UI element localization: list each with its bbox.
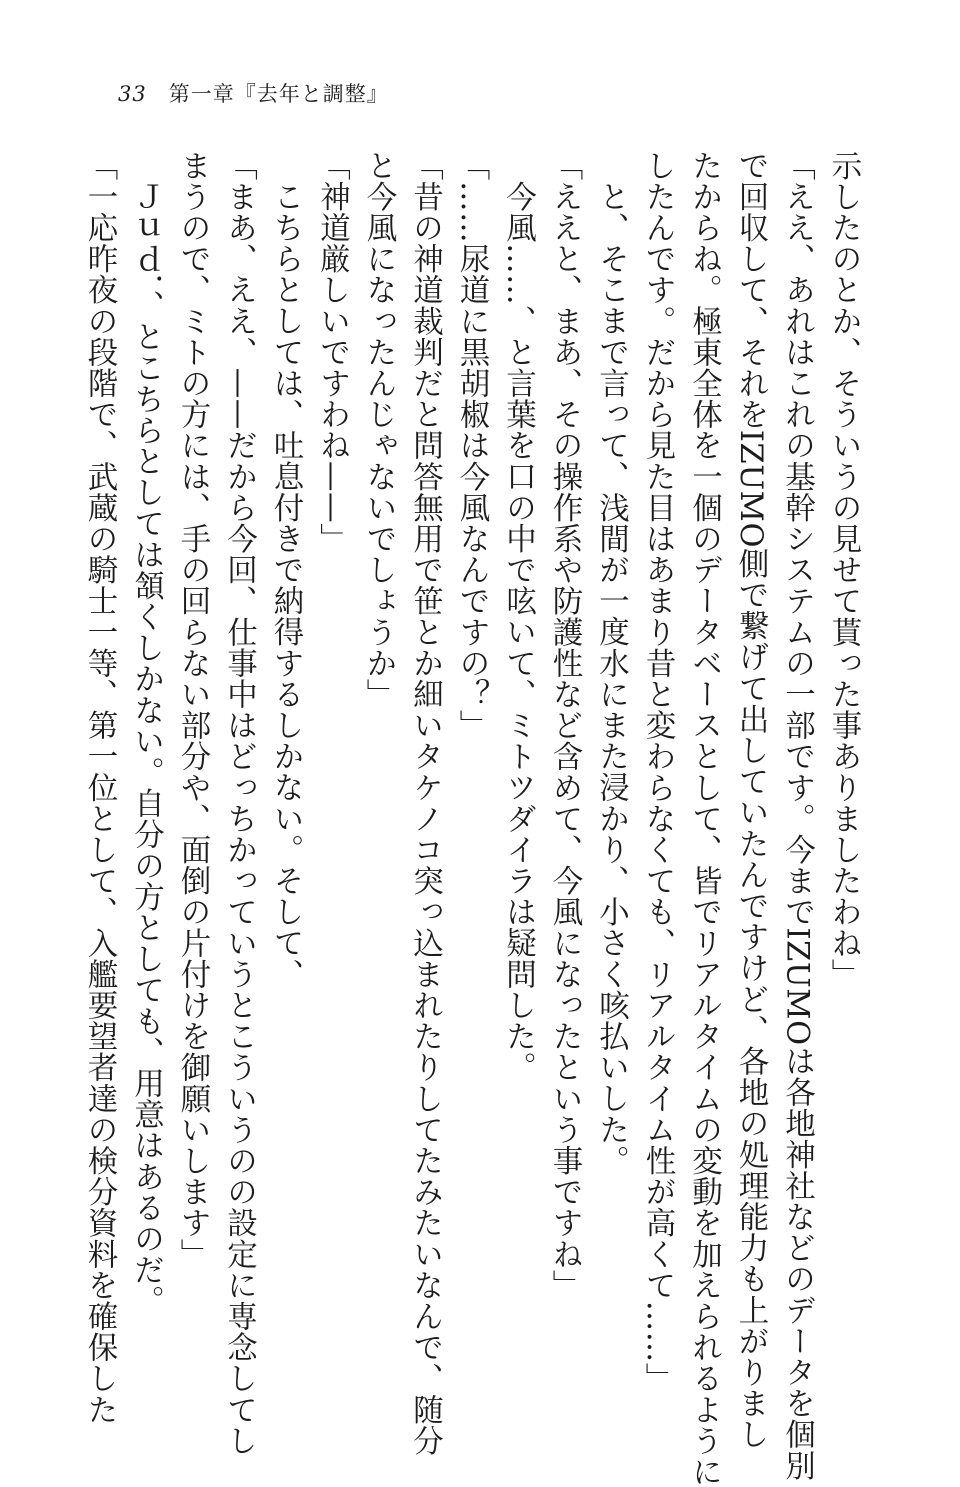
body-text	[76, 150, 867, 1487]
text-line: 「まあ、ええ、——だから今回、仕事中はどっちかっていうとこういうのの設定に専念してし	[221, 150, 257, 1457]
text-line: 今風……、と言葉を口の中で呟いて、ミトツダイラは疑問した。	[500, 180, 536, 1083]
text-line: 「一応昨夜の段階で、武蔵の騎士一等、第一位として、入艦要望者達の検分資料を確保した	[82, 150, 117, 1426]
text-line: と、そこまで言って、浅間が一度水にまた浸かり、小さく咳払いした。	[593, 180, 629, 1176]
text-line: こちらとしては、吐息付きで納得するしかない。そして、	[268, 180, 303, 990]
text-line: たからね。極東全体を一個のデータベースとして、皆でリアルタイムの変動を加えられるように	[686, 150, 722, 1487]
text-line: 「昔の神道裁判だと問答無用で笹とか細いタケノコ突っ込まれたりしてたみたいなんで、随分	[407, 150, 443, 1457]
text-line: で回収して、それをIZUMO側で繋げて出していたんですけど、各地の処理能力も上がりまし	[733, 150, 768, 1450]
text-line: 「ええと、まあ、その操作系や防護性など含めて、今風になったという事ですね」	[547, 150, 582, 1301]
text-line: 「……尿道に黒胡椒は今風なんですの？」	[454, 150, 489, 741]
text-line: 「神道厳しいですわね——」	[314, 150, 350, 555]
running-header	[118, 78, 389, 108]
text-line: 示したのとか、そういうの見せて貰った事ありましたわね」	[826, 150, 861, 990]
text-line: したんです。だから見た目はあまり昔と変わらなくても、リアルタイム性が高くて……」	[640, 150, 675, 1394]
chapter-title: 第一章『去年と調整』	[168, 82, 389, 106]
text-line: Ｊｕｄ．、とこちらとしては頷くしかない。自分の方としても、用意はあるのだ。	[128, 180, 164, 1316]
text-line: まうので、ミトの方には、手の回らない部分や、面倒の片付けを御願いします」	[175, 150, 210, 1270]
text-line: と今風になったんじゃないでしょうか」	[361, 150, 396, 710]
page-number: 33	[118, 82, 147, 106]
text-line: 「ええ、あれはこれの基幹システムの一部です。今までIZUMOは各地神社などのデータを個別	[779, 150, 815, 1482]
